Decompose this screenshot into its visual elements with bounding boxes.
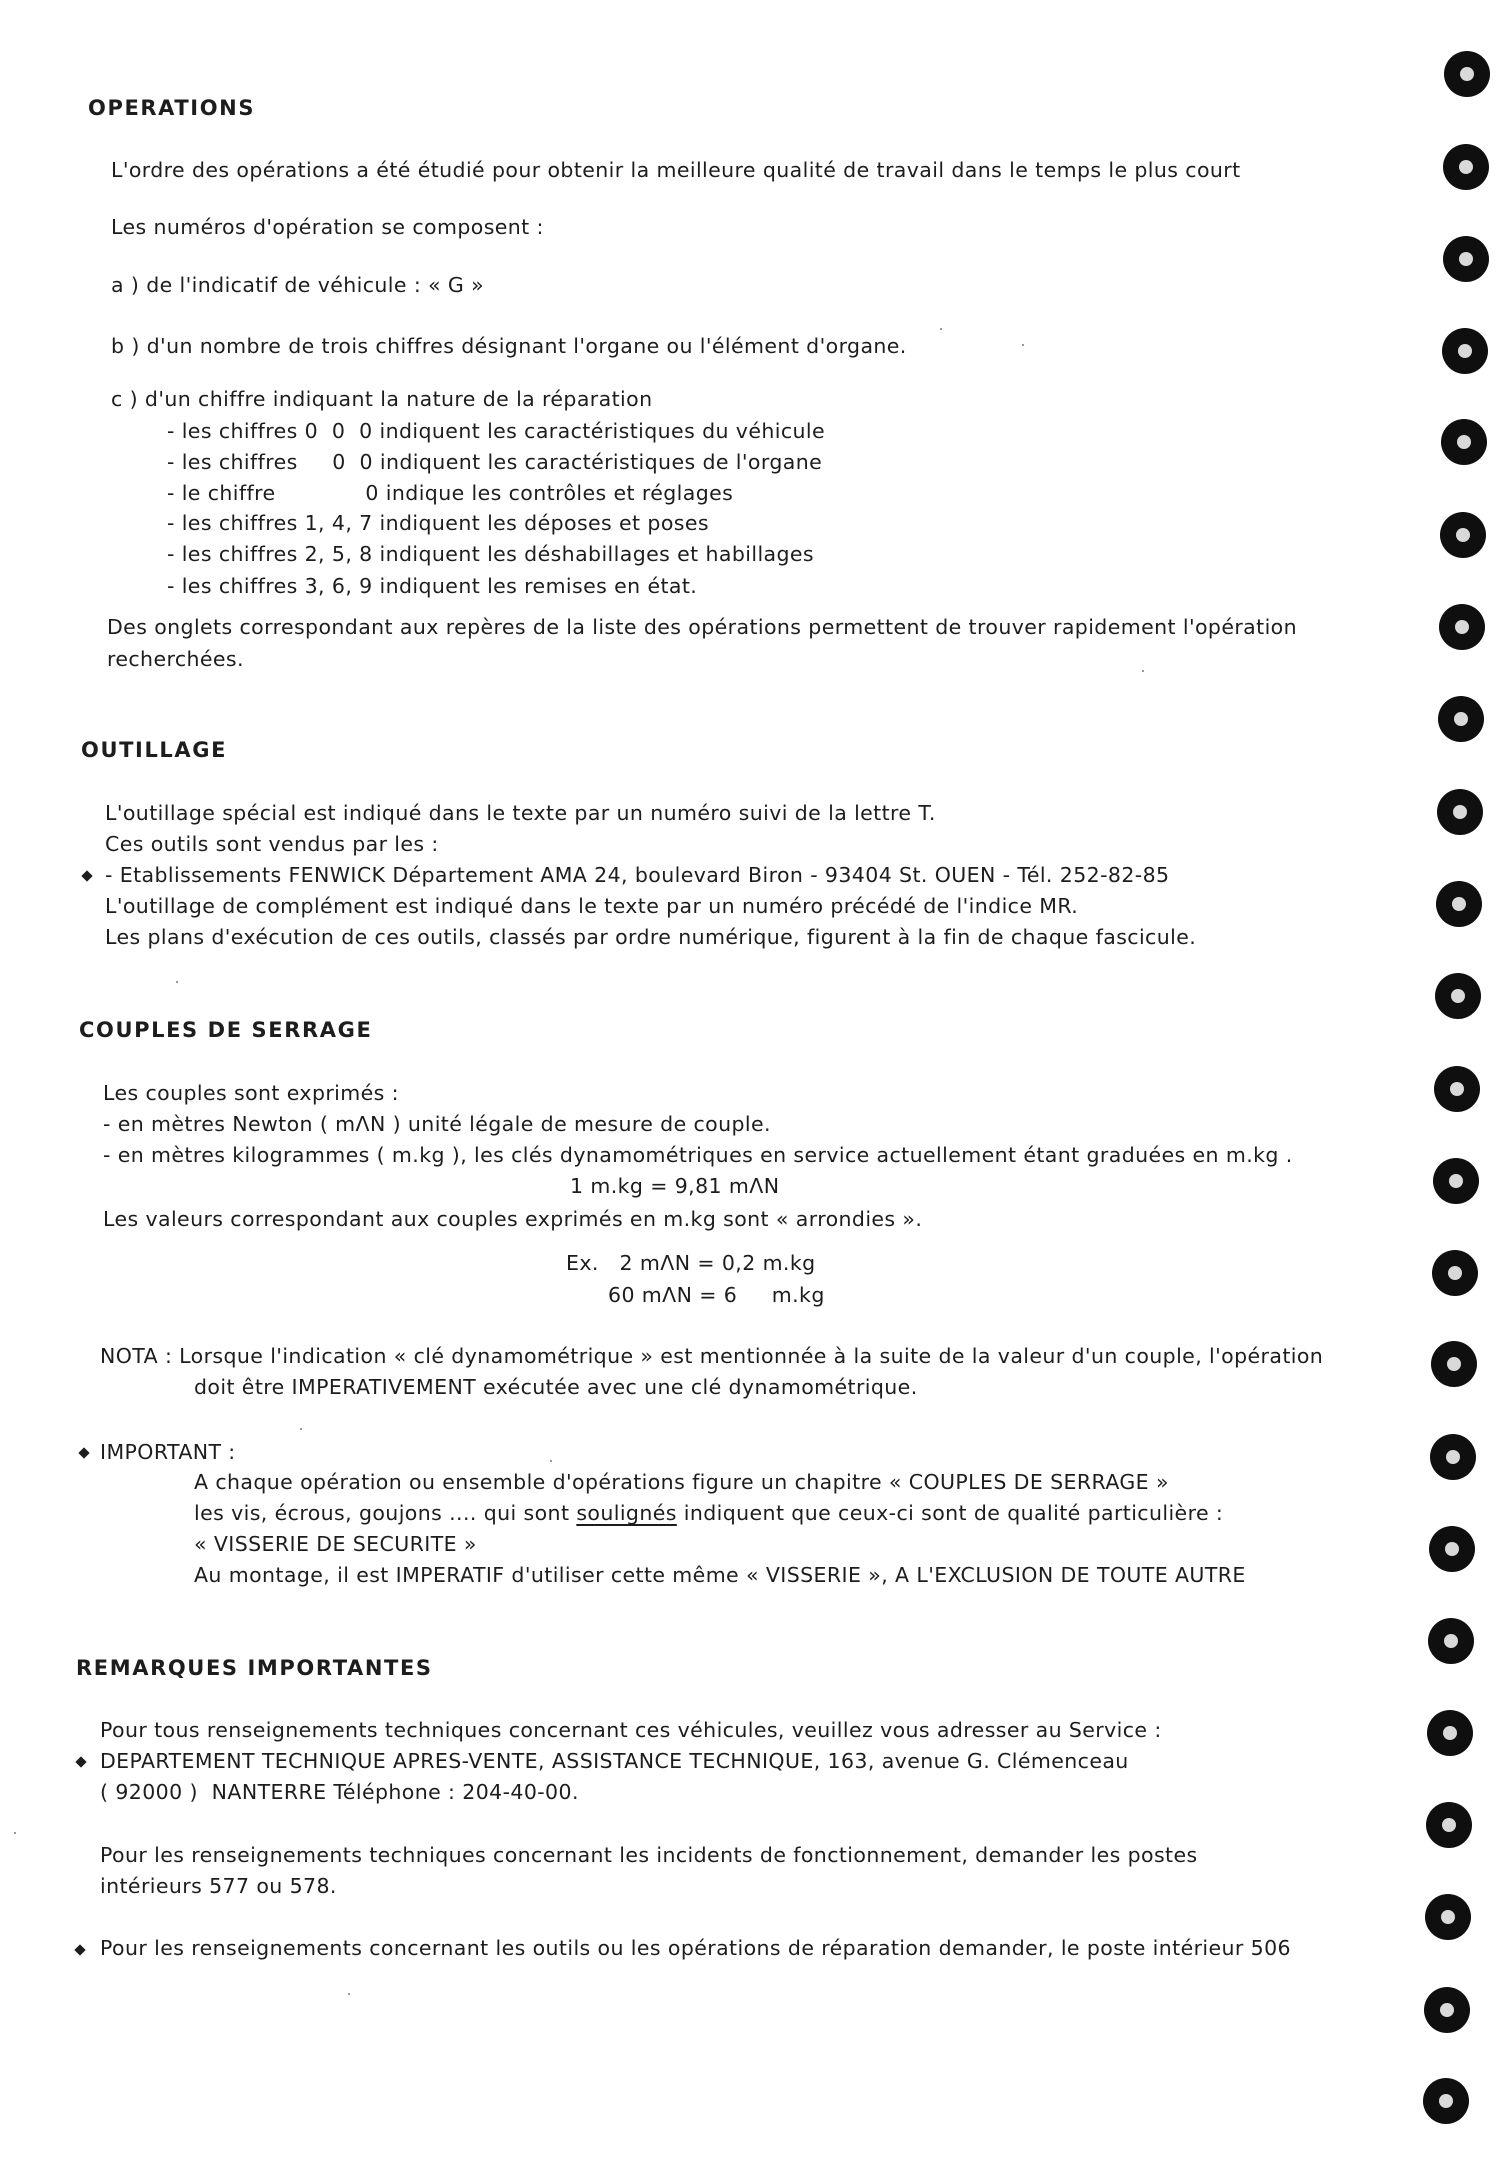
outillage-line: L'outillage de complément est indiqué dans le texte par un numéro précédé de l'indice MR. — [105, 894, 1079, 918]
operations-heading: OPERATIONS — [88, 96, 256, 120]
operations-sub-item: - les chiffres 0 0 0 indiquent les caractéristiques du véhicule — [167, 419, 825, 443]
couples-nota: NOTA : Lorsque l'indication « clé dynamométrique » est mentionnée à la suite de la valeur d'un couple, l'opération — [100, 1344, 1324, 1368]
remarques-heading: REMARQUES IMPORTANTES — [76, 1656, 433, 1680]
binder-hole-icon — [1430, 1434, 1476, 1480]
important-line: A chaque opération ou ensemble d'opérations figure un chapitre « COUPLES DE SERRAGE » — [194, 1470, 1169, 1494]
outillage-line: Ces outils sont vendus par les : — [105, 832, 439, 856]
revision-marker-icon — [78, 1447, 89, 1458]
underlined-word: soulignés — [576, 1501, 677, 1525]
outillage-supplier: - Etablissements FENWICK Département AMA 24, boulevard Biron - 93404 St. OUEN - Tél. 252-82-85 — [105, 863, 1170, 887]
remarques-address-cont: ( 92000 ) NANTERRE Téléphone : 204-40-00. — [100, 1780, 579, 1804]
couples-line: - en mètres kilogrammes ( m.kg ), les clés dynamométriques en service actuellement étant graduées en m.kg . — [103, 1143, 1293, 1167]
operations-item-b: b ) d'un nombre de trois chiffres désignant l'organe ou l'élément d'organe. — [111, 334, 907, 358]
binder-hole-icon — [1425, 1894, 1471, 1940]
couples-line: - en mètres Newton ( mΛN ) unité légale de mesure de couple. — [103, 1112, 771, 1136]
binder-hole-icon — [1438, 696, 1484, 742]
outillage-line: Les plans d'exécution de ces outils, classés par ordre numérique, figurent à la fin de chaque fascicule. — [105, 925, 1197, 949]
remarques-address: DEPARTEMENT TECHNIQUE APRES-VENTE, ASSISTANCE TECHNIQUE, 163, avenue G. Clémenceau — [100, 1749, 1129, 1773]
revision-marker-icon — [74, 1944, 85, 1955]
important-line — [194, 1500, 1223, 1526]
binder-hole-icon — [1433, 1158, 1479, 1204]
operations-sub-item: - les chiffres 0 0 indiquent les caractéristiques de l'organe — [167, 450, 823, 474]
scan-speck — [300, 1428, 302, 1430]
binder-hole-icon — [1423, 2078, 1469, 2124]
binder-hole-icon — [1439, 604, 1485, 650]
operations-tabs-text: Des onglets correspondant aux repères de la liste des opérations permettent de trouver rapidement l'opération — [107, 615, 1298, 639]
scan-speck — [1022, 344, 1024, 346]
operations-item-c: c ) d'un chiffre indiquant la nature de la réparation — [111, 387, 653, 411]
operations-sub-item: - les chiffres 3, 6, 9 indiquent les remises en état. — [167, 574, 698, 598]
binder-hole-icon — [1434, 1066, 1480, 1112]
binder-hole-icon — [1437, 789, 1483, 835]
binder-hole-icon — [1429, 1526, 1475, 1572]
binder-hole-icon — [1440, 512, 1486, 558]
remarques-line: Pour les renseignements concernant les outils ou les opérations de réparation demander, le poste intérieur 506 — [100, 1936, 1291, 1960]
revision-marker-icon — [81, 870, 92, 881]
binder-hole-icon — [1432, 1250, 1478, 1296]
scan-speck — [1142, 670, 1144, 672]
binder-hole-icon — [1426, 1802, 1472, 1848]
binder-hole-icon — [1427, 1710, 1473, 1756]
operations-tabs-text-cont: recherchées. — [107, 647, 244, 671]
binder-hole-icon — [1424, 1987, 1470, 2033]
scan-speck — [176, 981, 178, 983]
scan-speck — [940, 328, 942, 330]
revision-marker-icon — [75, 1756, 86, 1767]
operations-sub-item: - le chiffre 0 indique les contrôles et réglages — [167, 481, 734, 505]
binder-hole-icon — [1443, 144, 1489, 190]
important-line: Au montage, il est IMPERATIF d'utiliser cette même « VISSERIE », A L'EXCLUSION DE TOUTE AUTRE — [194, 1563, 1246, 1587]
remarques-line: intérieurs 577 ou 578. — [100, 1874, 337, 1898]
binder-hole-icon — [1431, 1341, 1477, 1387]
operations-item-a: a ) de l'indicatif de véhicule : « G » — [111, 273, 485, 297]
couples-heading: COUPLES DE SERRAGE — [79, 1018, 373, 1042]
remarques-line: Pour tous renseignements techniques concernant ces véhicules, veuillez vous adresser au Service : — [100, 1718, 1162, 1742]
couples-example: Ex. 2 mΛN = 0,2 m.kg — [566, 1251, 816, 1275]
remarques-line: Pour les renseignements techniques concernant les incidents de fonctionnement, demander les postes — [100, 1843, 1198, 1867]
important-text: indiquent que ceux-ci sont de qualité particulière : — [676, 1501, 1224, 1525]
couples-equation: 1 m.kg = 9,81 mΛN — [570, 1174, 780, 1198]
binder-hole-icon — [1436, 881, 1482, 927]
scan-speck — [550, 1460, 552, 1462]
operations-intro: L'ordre des opérations a été étudié pour obtenir la meilleure qualité de travail dans le temps le plus court — [111, 158, 1241, 182]
important-line: « VISSERIE DE SECURITE » — [194, 1532, 477, 1556]
operations-sub-item: - les chiffres 1, 4, 7 indiquent les déposes et poses — [167, 511, 709, 535]
binder-hole-icon — [1444, 51, 1490, 97]
binder-hole-icon — [1428, 1618, 1474, 1664]
outillage-line: L'outillage spécial est indiqué dans le texte par un numéro suivi de la lettre T. — [105, 801, 936, 825]
couples-nota-cont: doit être IMPERATIVEMENT exécutée avec une clé dynamométrique. — [194, 1375, 918, 1399]
important-text: les vis, écrous, goujons .... qui sont — [194, 1501, 577, 1525]
operations-composition: Les numéros d'opération se composent : — [111, 215, 544, 239]
couples-example: 60 mΛN = 6 m.kg — [608, 1283, 825, 1307]
couples-line: Les couples sont exprimés : — [103, 1081, 399, 1105]
binder-hole-icon — [1442, 328, 1488, 374]
binder-hole-icon — [1443, 236, 1489, 282]
binder-hole-icon — [1441, 419, 1487, 465]
important-label: IMPORTANT : — [100, 1440, 236, 1464]
scan-speck — [348, 1993, 350, 1995]
binder-hole-icon — [1435, 973, 1481, 1019]
operations-sub-item: - les chiffres 2, 5, 8 indiquent les déshabillages et habillages — [167, 542, 815, 566]
scan-speck — [14, 1832, 16, 1834]
couples-line: Les valeurs correspondant aux couples exprimés en m.kg sont « arrondies ». — [103, 1207, 923, 1231]
outillage-heading: OUTILLAGE — [81, 738, 228, 762]
